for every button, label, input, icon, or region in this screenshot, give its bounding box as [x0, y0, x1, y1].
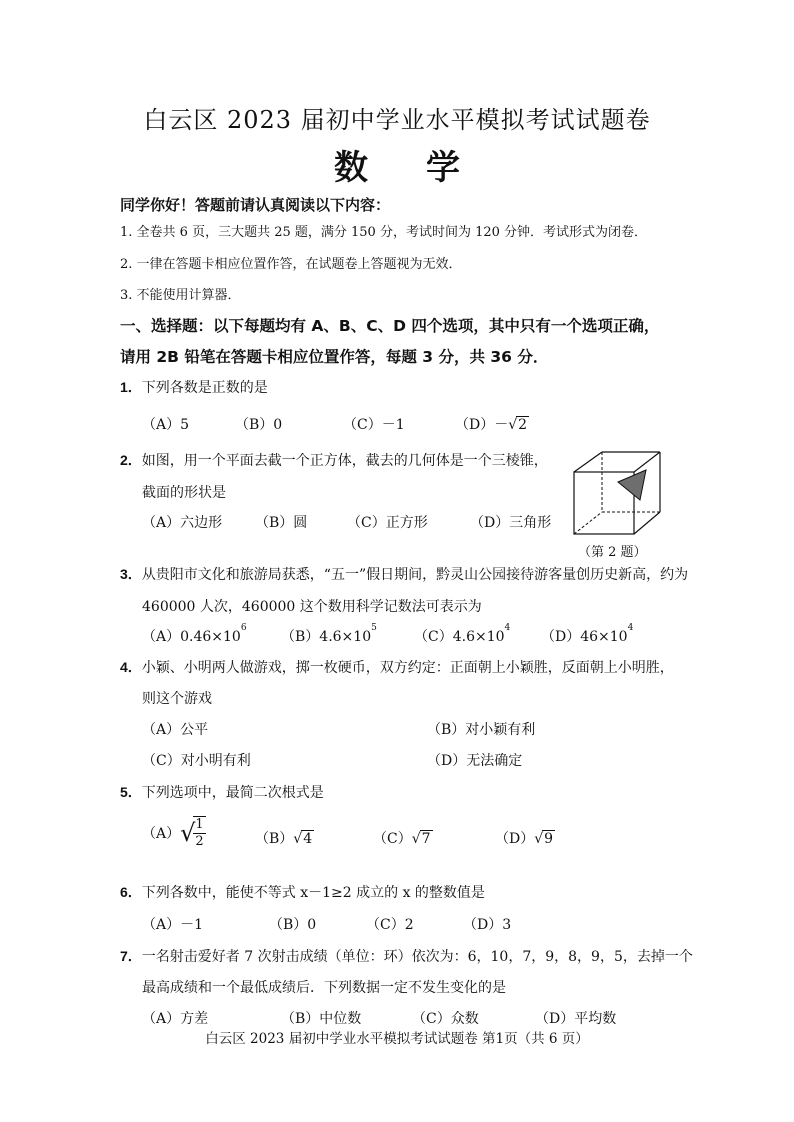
question-7-stem-line2: 最高成绩和一个最低成绩后．下列数据一定不发生变化的是: [142, 980, 506, 996]
question-text: 下列各数中，能使不等式 x－1≥2 成立的 x 的整数值是: [141, 885, 485, 901]
q6-option-b: （B）0: [269, 917, 317, 933]
option-text: （A）0.46×10: [142, 629, 241, 645]
sqrt-symbol: √: [508, 417, 518, 433]
question-2-stem-line1: [120, 450, 548, 470]
question-number: 6．: [120, 884, 142, 900]
question-6-stem: [120, 882, 485, 902]
exponent: 4: [627, 623, 634, 633]
option-text: （B）4.6×10: [281, 629, 372, 645]
radicand: 4: [303, 831, 313, 847]
figure-caption: （第 2 题）: [578, 545, 647, 560]
section1-heading-line1: 一、选择题：以下每题均有 A、B、C、D 四个选项，其中只有一个选项正确，: [120, 317, 660, 335]
radicand: 7: [421, 831, 431, 847]
question-text: 如图，用一个平面去截一个正方体，截去的几何体是一个三棱锥，: [141, 453, 548, 469]
question-number: 3．: [120, 566, 142, 582]
question-text: 下列各数是正数的是: [141, 380, 268, 396]
q6-option-d: （D）3: [463, 917, 512, 933]
q4-option-c: （C）对小明有利: [142, 753, 251, 769]
q1-option-b: （B）0: [235, 417, 283, 433]
question-text: 下列选项中，最简二次根式是: [141, 785, 324, 801]
q7-option-c: （C）众数: [412, 1011, 479, 1027]
question-number: 2．: [120, 452, 142, 468]
option-text: （C）4.6×10: [414, 629, 505, 645]
question-text: 从贵阳市文化和旅游局获悉，“五一”假日期间，黔灵山公园接待游客量创历史新高，约为: [141, 567, 689, 583]
question-3-stem-line1: [120, 564, 688, 584]
q2-option-a: （A）六边形: [142, 515, 223, 531]
question-3-stem-line2: 460000 人次，460000 这个数用科学记数法可表示为: [142, 599, 482, 615]
q4-option-a: （A）公平: [142, 722, 209, 738]
q6-option-c: （C）2: [366, 917, 414, 933]
cube-figure: [570, 448, 666, 540]
question-number: 5．: [120, 784, 142, 800]
q1-option-a: （A）5: [142, 417, 190, 433]
fraction: [193, 816, 205, 850]
radicand: 9: [544, 831, 554, 847]
option-prefix: （B）: [255, 831, 294, 847]
q7-option-d: （D）平均数: [535, 1011, 617, 1027]
q1-option-c: （C）－1: [343, 417, 405, 433]
question-2-stem-line2: 截面的形状是: [142, 485, 226, 501]
q4-option-b: （B）对小颖有利: [427, 722, 536, 738]
sqrt-symbol: √: [411, 831, 421, 847]
question-number: 1．: [120, 379, 142, 395]
exponent: 5: [371, 623, 377, 633]
q3-option-a: [142, 623, 247, 646]
q5-option-a: [142, 816, 206, 850]
radicand: 2: [518, 417, 528, 433]
instruction-item-1: 1. 全卷共 6 页，三大题共 25 题，满分 150 分，考试时间为 120 分钟．考试形式为闭卷．: [120, 225, 648, 240]
q3-option-c: [414, 623, 511, 646]
q2-option-d: （D）三角形: [470, 515, 552, 531]
instruction-item-2: 2. 一律在答题卡相应位置作答，在试题卷上答题视为无效．: [120, 257, 462, 272]
q2-option-c: （C）正方形: [347, 515, 428, 531]
instructions-greeting: 同学你好！答题前请认真阅读以下内容：: [120, 196, 391, 214]
sqrt-symbol: √: [293, 831, 303, 847]
q5-option-d: [495, 828, 555, 848]
question-number: 4．: [120, 659, 142, 675]
question-5-stem: [120, 782, 324, 802]
sqrt-symbol: √: [534, 831, 544, 847]
section1-heading-line2: 请用 2B 铅笔在答题卡相应位置作答，每题 3 分，共 36 分．: [120, 348, 549, 366]
instruction-item-3: 3. 不能使用计算器．: [120, 288, 241, 303]
q4-option-d: （D）无法确定: [427, 753, 523, 769]
q5-option-b: [255, 828, 314, 848]
numerator: 1: [195, 817, 204, 832]
q1-option-d: [455, 414, 529, 434]
sqrt-symbol: √: [180, 819, 196, 847]
question-text: 一名射击爱好者 7 次射击成绩（单位：环）依次为：6，10，7，9，8，9，5，去掉一个: [141, 949, 693, 965]
question-text: 小颖、小明两人做游戏，掷一枚硬币，双方约定：正面朝上小颖胜，反面朝上小明胜，: [141, 660, 674, 676]
q7-option-a: （A）方差: [142, 1011, 209, 1027]
exponent: 6: [240, 623, 247, 633]
q6-option-a: （A）－1: [142, 917, 204, 933]
option-text: （D）46×10: [541, 629, 628, 645]
exponent: 4: [504, 623, 511, 633]
exam-title: 白云区 2023 届初中学业水平模拟考试试题卷: [143, 106, 651, 134]
cross-section-triangle: [618, 470, 646, 500]
q5-option-c: [373, 828, 433, 848]
page-footer: 白云区 2023 届初中学业水平模拟考试试题卷 第1页（共 6 页）: [205, 1031, 589, 1047]
question-4-stem-line1: [120, 657, 674, 677]
q2-option-b: （B）圆: [255, 515, 308, 531]
subject-title: 数学: [334, 148, 518, 188]
option-prefix: （C）: [373, 831, 412, 847]
question-4-stem-line2: 则这个游戏: [142, 691, 212, 707]
denominator: 2: [195, 834, 204, 849]
option-prefix: （D）－: [455, 417, 509, 433]
option-prefix: （A）: [142, 826, 181, 842]
option-prefix: （D）: [495, 831, 535, 847]
q3-option-d: [541, 623, 634, 646]
question-number: 7．: [120, 948, 142, 964]
q7-option-b: （B）中位数: [281, 1011, 362, 1027]
q3-option-b: [281, 623, 377, 646]
question-1-stem: [120, 377, 268, 397]
question-7-stem-line1: [120, 946, 693, 966]
